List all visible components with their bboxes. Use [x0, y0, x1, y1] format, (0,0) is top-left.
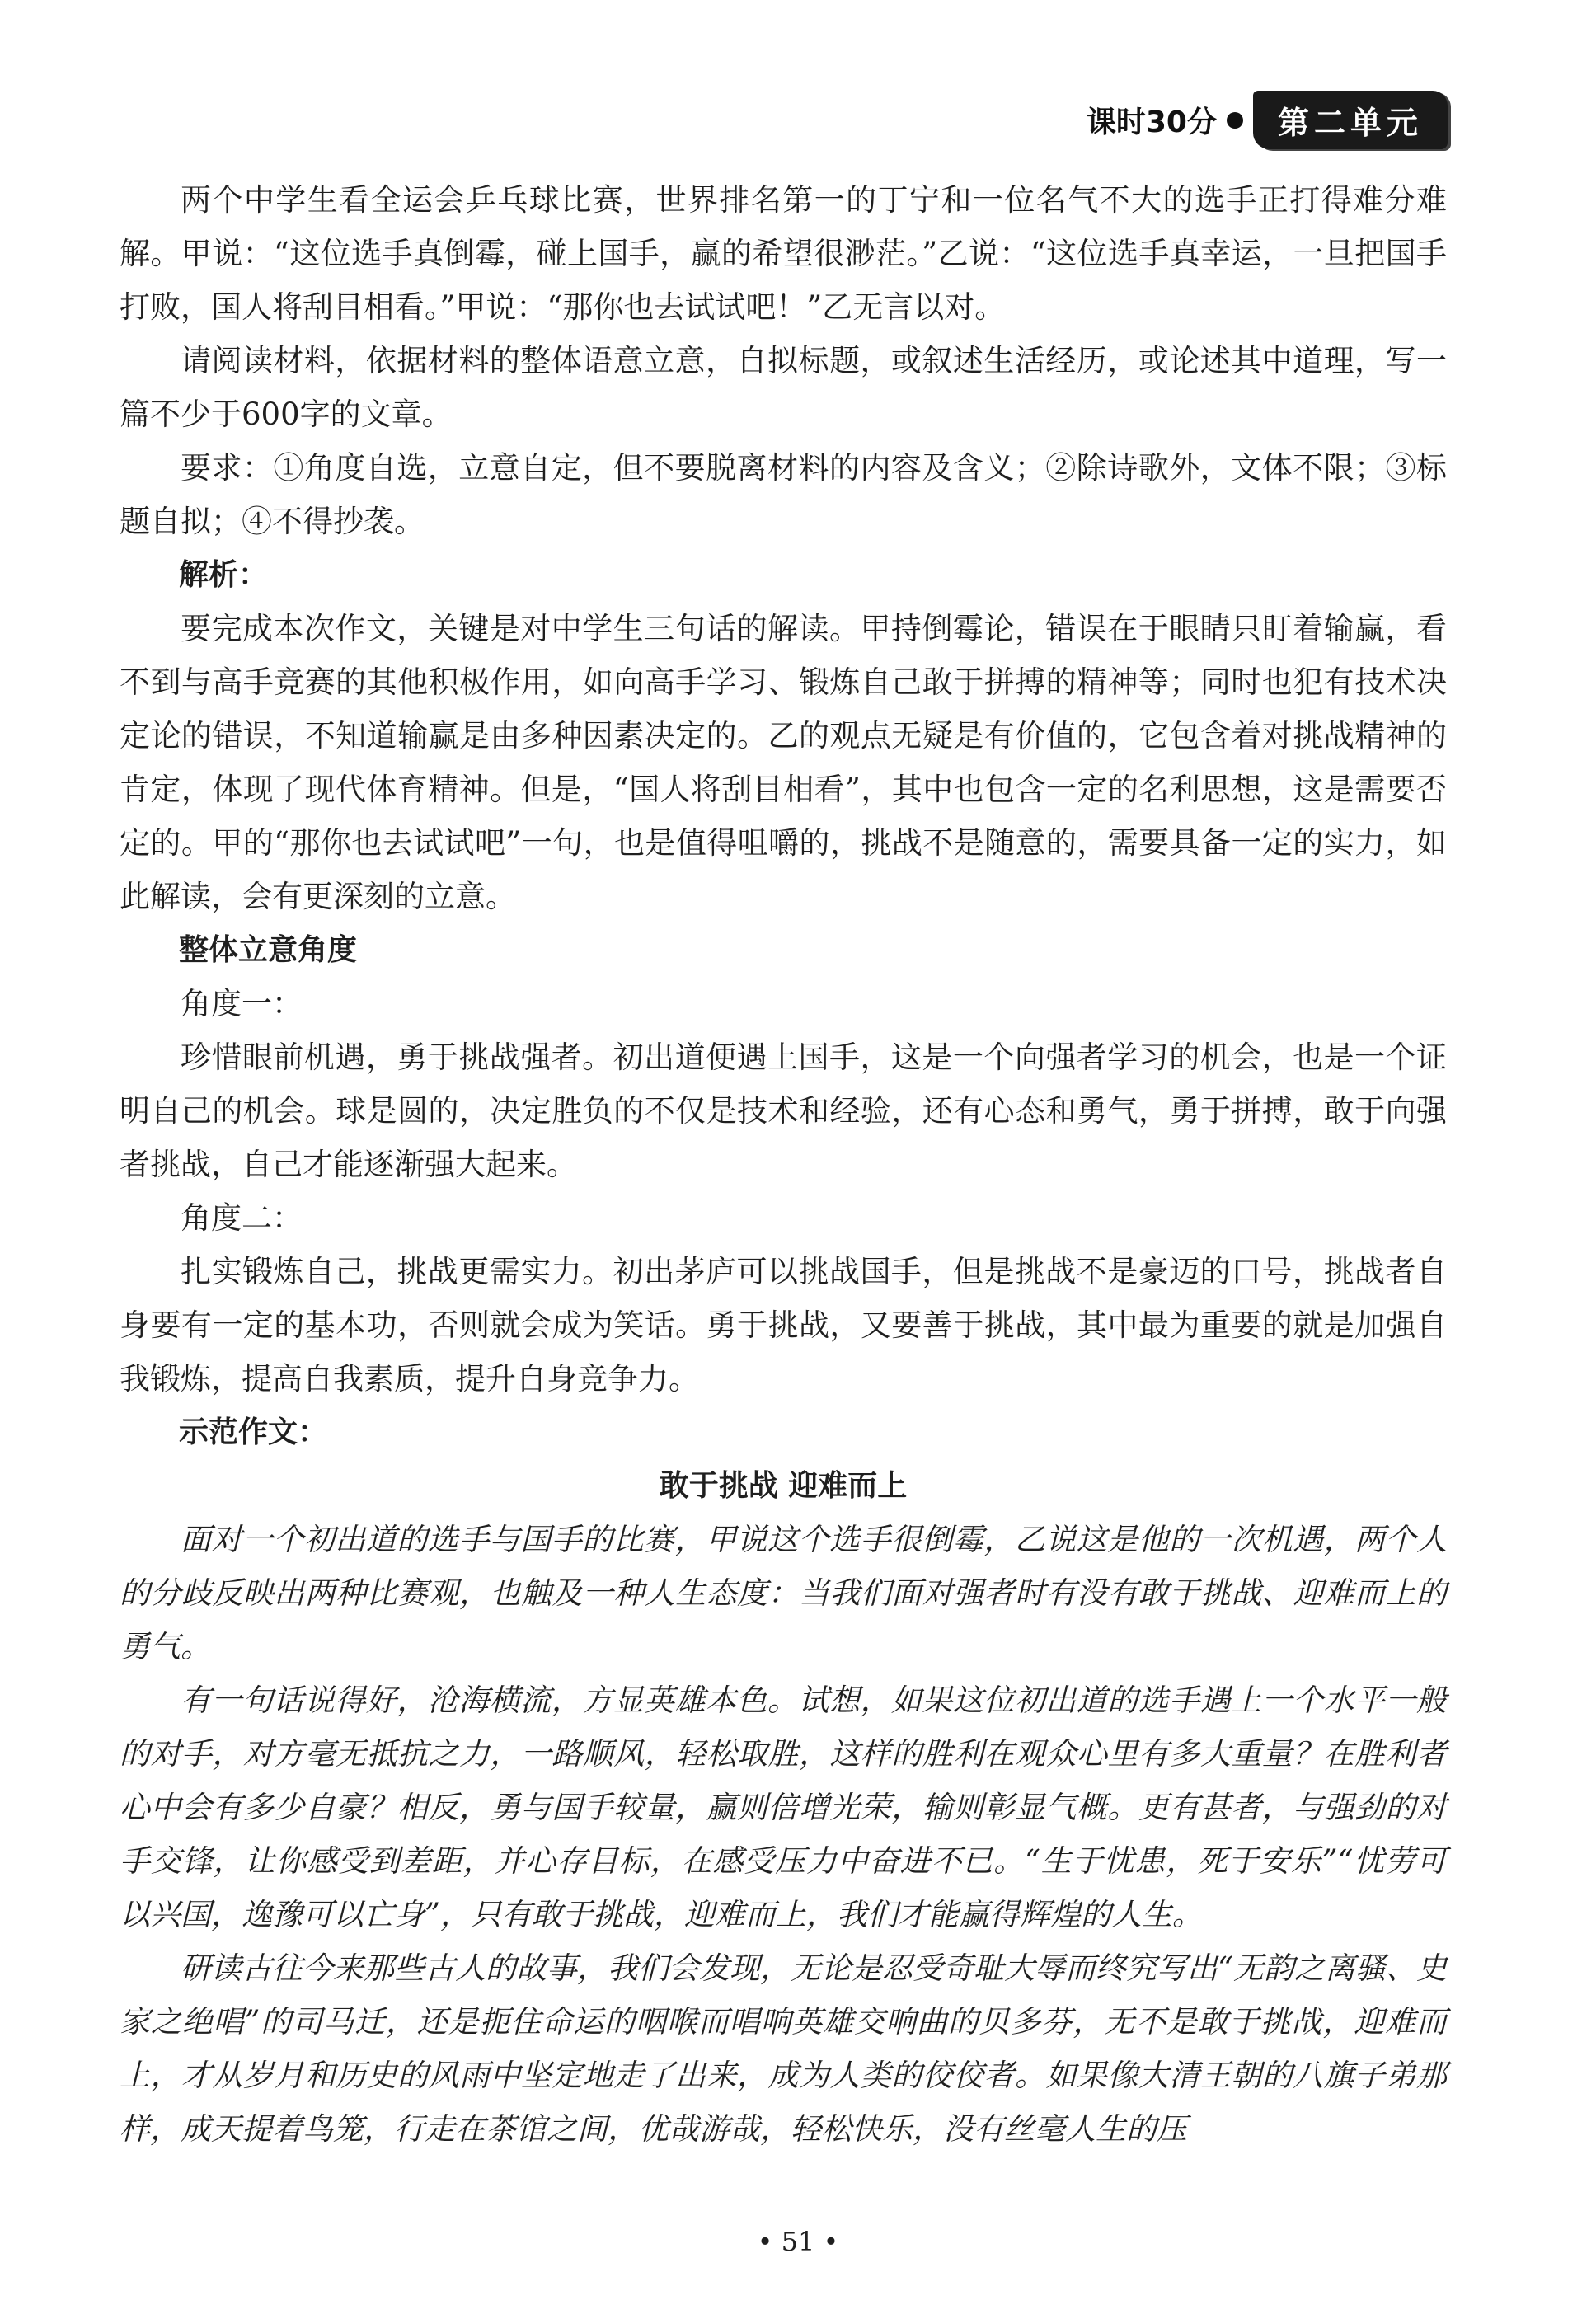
analysis-heading: 解析： [179, 558, 269, 592]
prompt-material: 两个中学生看全运会乒乓球比赛，世界排名第一的丁宁和一位名气不大的选手正打得难分难解。甲说：“这位选手真倒霉，碰上国手，赢的希望很渺茫。”乙说：“这位选手真幸运，一旦把国手打败，国人将刮目相看。”甲说：“那你也去试试吧！”乙无言以对。 [120, 182, 1447, 325]
prompt-instruction: 请阅读材料，依据材料的整体语意立意，自拟标题，或叙述生活经历，或论述其中道理，写一篇不少于600字的文章。 [120, 343, 1447, 432]
bullet-icon [1227, 112, 1243, 129]
page-header [1087, 91, 1448, 149]
angle1-label: 角度一： [181, 986, 303, 1021]
sample-heading: 示范作文： [179, 1415, 328, 1449]
angle2-label: 角度二： [181, 1200, 303, 1236]
essay-title: 敢于挑战 迎难而上 [659, 1469, 908, 1503]
page-number: • 51 • [757, 2226, 839, 2257]
angle2-text: 扎实锻炼自己，挑战更需实力。初出茅庐可以挑战国手，但是挑战不是豪迈的口号，挑战者自身要有一定的基本功，否则就会成为笑话。勇于挑战，又要善于挑战，其中最为重要的就是加强自我锻炼，提高自我素质，提升自身竞争力。 [120, 1254, 1447, 1396]
angles-heading: 整体立意角度 [179, 933, 358, 967]
header-label: 课时30分 [1086, 106, 1217, 139]
essay-paragraph-1: 面对一个初出道的选手与国手的比赛，甲说这个选手很倒霉，乙说这是他的一次机遇，两个人的分歧反映出两种比赛观，也触及一种人生态度：当我们面对强者时有没有敢于挑战、迎难而上的勇气。 [120, 1522, 1447, 1664]
page-content [120, 173, 1447, 2156]
essay-paragraph-2: 有一句话说得好，沧海横流，方显英雄本色。试想，如果这位初出道的选手遇上一个水平一般的对手，对方毫无抵抗之力，一路顺风，轻松取胜，这样的胜利在观众心里有多大重量？在胜利者心中会有多少自豪？相反，勇与国手较量，赢则倍增光荣，输则彰显气概。更有甚者，与强劲的对手交锋，让你感受到差距，并心存目标，在感受压力中奋进不已。“生于忧患，死于安乐”“忧劳可以兴国，逸豫可以亡身”，只有敢于挑战，迎难而上，我们才能赢得辉煌的人生。 [120, 1683, 1447, 1932]
essay-paragraph-3: 研读古往今来那些古人的故事，我们会发现，无论是忍受奇耻大辱而终究写出“无韵之离骚、史家之绝唱”的司马迁，还是扼住命运的咽喉而唱响英雄交响曲的贝多芬，无不是敢于挑战，迎难而上，才从岁月和历史的风雨中坚定地走了出来，成为人类的佼佼者。如果像大清王朝的八旗子弟那样，成天提着鸟笼，行走在茶馆之间，优哉游哉，轻松快乐，没有丝毫人生的压 [120, 1950, 1447, 2147]
unit-banner: 第二单元 [1253, 91, 1448, 149]
analysis-text: 要完成本次作文，关键是对中学生三句话的解读。甲持倒霉论，错误在于眼睛只盯着输赢，看不到与高手竞赛的其他积极作用，如向高手学习、锻炼自己敢于拼搏的精神等；同时也犯有技术决定论的错误，不知道输赢是由多种因素决定的。乙的观点无疑是有价值的，它包含着对挑战精神的肯定，体现了现代体育精神。但是，“国人将刮目相看”，其中也包含一定的名利思想，这是需要否定的。甲的“那你也去试试吧”一句，也是值得咀嚼的，挑战不是随意的，需要具备一定的实力，如此解读，会有更深刻的立意。 [120, 611, 1447, 914]
angle1-text: 珍惜眼前机遇，勇于挑战强者。初出道便遇上国手，这是一个向强者学习的机会，也是一个证明自己的机会。球是圆的，决定胜负的不仅是技术和经验，还有心态和勇气，勇于拼搏，敢于向强者挑战，自己才能逐渐强大起来。 [120, 1040, 1447, 1182]
prompt-requirements: 要求：①角度自选，立意自定，但不要脱离材料的内容及含义；②除诗歌外，文体不限；③标题自拟；④不得抄袭。 [120, 450, 1447, 539]
